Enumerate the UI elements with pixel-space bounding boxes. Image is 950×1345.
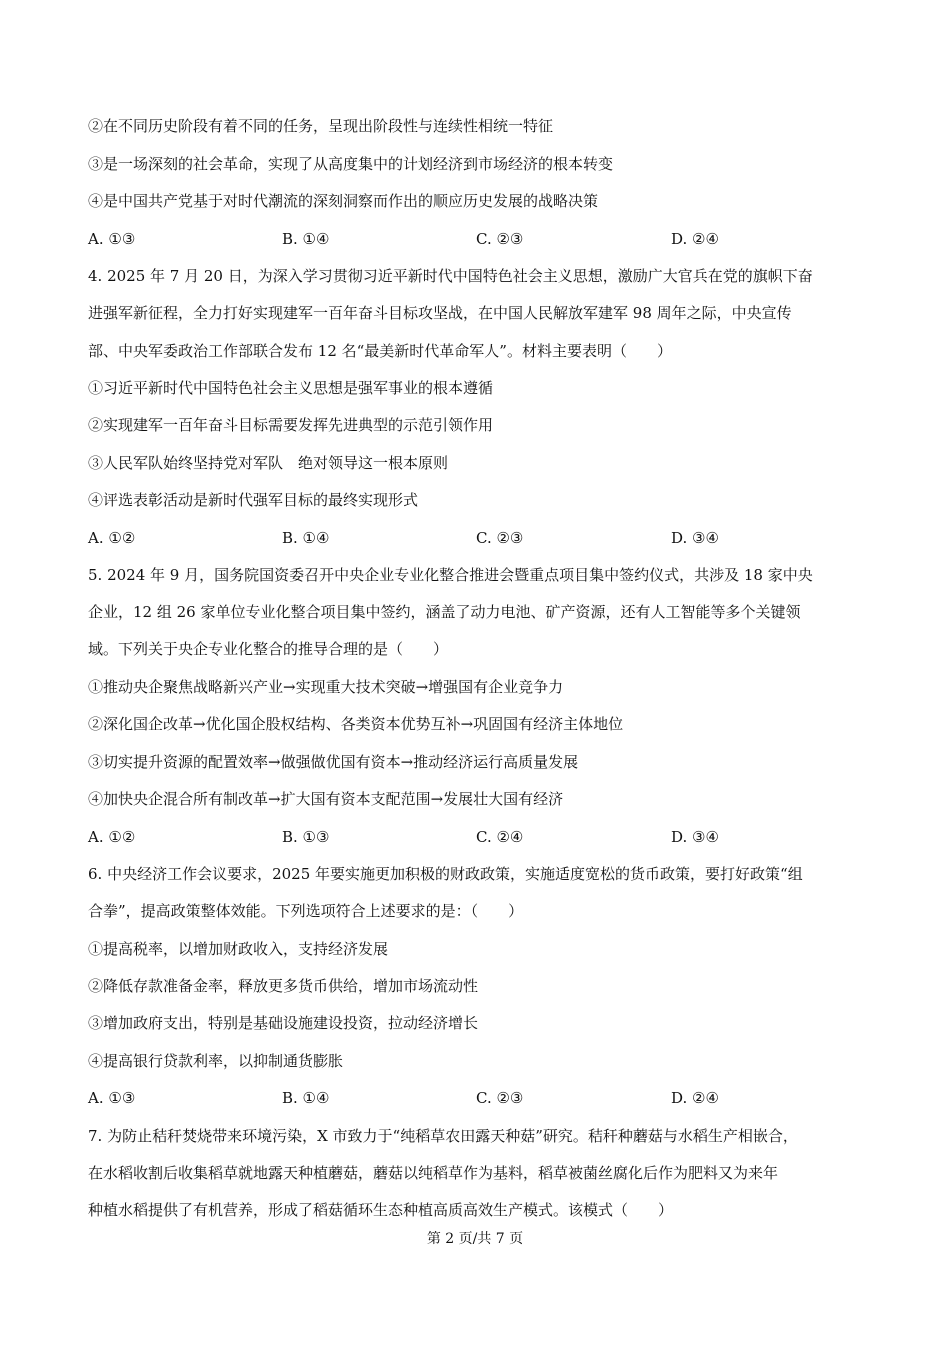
q5-option-4: ④加快央企混合所有制改革→扩大国有资本支配范围→发展壮大国有经济 — [88, 790, 564, 808]
q4-choice-c[interactable]: C. ②③ — [476, 529, 524, 547]
q4-option-4: ④评选表彰活动是新时代强军目标的最终实现形式 — [88, 491, 419, 509]
q3-choice-b[interactable]: B. ①④ — [282, 230, 330, 248]
q4-choice-a[interactable]: A. ①② — [88, 529, 136, 547]
q3-option-3: ③是一场深刻的社会革命，实现了从高度集中的计划经济到市场经济的根本转变 — [88, 155, 614, 173]
q4-choice-b[interactable]: B. ①④ — [282, 529, 330, 547]
q7-stem-line-3: 种植水稻提供了有机营养，形成了稻菇循环生态种植高质高效生产模式。该模式（ ） — [88, 1201, 674, 1219]
q5-choice-b[interactable]: B. ①③ — [282, 828, 330, 846]
q5-choice-a[interactable]: A. ①② — [88, 828, 136, 846]
q3-choice-d[interactable]: D. ②④ — [671, 230, 719, 248]
q4-option-3: ③人民军队始终坚持党对军队 绝对领导这一根本原则 — [88, 454, 449, 472]
q3-choice-c[interactable]: C. ②③ — [476, 230, 524, 248]
q5-choice-c[interactable]: C. ②④ — [476, 828, 524, 846]
q3-option-4: ④是中国共产党基于对时代潮流的深刻洞察而作出的顺应历史发展的战略决策 — [88, 192, 599, 210]
q5-option-3: ③切实提升资源的配置效率→做强做优国有资本→推动经济运行高质量发展 — [88, 753, 579, 771]
q4-answer-choices — [88, 528, 878, 548]
q6-option-3: ③增加政府支出，特别是基础设施建设投资，拉动经济增长 — [88, 1014, 479, 1032]
q6-stem-line-2: 合拳”，提高政策整体效能。下列选项符合上述要求的是：（ ） — [88, 902, 524, 920]
q6-choice-d[interactable]: D. ②④ — [671, 1089, 719, 1107]
q4-stem-line-2: 进强军新征程，全力打好实现建军一百年奋斗目标攻坚战，在中国人民解放军建军 98 周年之际，中央宣传 — [88, 304, 792, 322]
q5-option-1: ①推动央企聚焦战略新兴产业→实现重大技术突破→增强国有企业竞争力 — [88, 678, 564, 696]
q4-option-2: ②实现建军一百年奋斗目标需要发挥先进典型的示范引领作用 — [88, 416, 494, 434]
q6-choice-b[interactable]: B. ①④ — [282, 1089, 330, 1107]
q6-choice-c[interactable]: C. ②③ — [476, 1089, 524, 1107]
q5-option-2: ②深化国企改革→优化国企股权结构、各类资本优势互补→巩固国有经济主体地位 — [88, 715, 624, 733]
q5-stem-line-2: 企业，12 组 26 家单位专业化整合项目集中签约，涵盖了动力电池、矿产资源，还有人工智能等多个关键领 — [88, 603, 801, 621]
q5-stem-line-1: 5. 2024 年 9 月，国务院国资委召开中央企业专业化整合推进会暨重点项目集中签约仪式，共涉及 18 家中央 — [88, 566, 813, 584]
q3-option-2: ②在不同历史阶段有着不同的任务，呈现出阶段性与连续性相统一特征 — [88, 117, 554, 135]
q7-stem-line-1: 7. 为防止秸秆焚烧带来环境污染，X 市致力于“纯稻草农田露天种菇”研究。秸秆种蘑菇与水稻生产相嵌合， — [88, 1127, 798, 1145]
q4-option-1: ①习近平新时代中国特色社会主义思想是强军事业的根本遵循 — [88, 379, 494, 397]
page-number-footer: 第 2 页/共 7 页 — [426, 1231, 524, 1247]
q4-stem-line-1: 4. 2025 年 7 月 20 日，为深入学习贯彻习近平新时代中国特色社会主义思想，激励广大官兵在党的旗帜下奋 — [88, 267, 813, 285]
q6-answer-choices — [88, 1088, 878, 1108]
q6-option-2: ②降低存款准备金率，释放更多货币供给，增加市场流动性 — [88, 977, 479, 995]
q6-option-4: ④提高银行贷款利率，以抑制通货膨胀 — [88, 1052, 344, 1070]
q5-choice-d[interactable]: D. ③④ — [671, 828, 719, 846]
q4-choice-d[interactable]: D. ③④ — [671, 529, 719, 547]
q4-stem-line-3: 部、中央军委政治工作部联合发布 12 名“最美新时代革命军人”。材料主要表明（ ） — [88, 342, 672, 360]
q3-answer-choices — [88, 229, 878, 249]
q6-stem-line-1: 6. 中央经济工作会议要求，2025 年要实施更加积极的财政政策，实施适度宽松的货币政策，要打好政策“组 — [88, 865, 803, 883]
q6-option-1: ①提高税率，以增加财政收入，支持经济发展 — [88, 940, 389, 958]
q6-choice-a[interactable]: A. ①③ — [88, 1089, 136, 1107]
q5-answer-choices — [88, 827, 878, 847]
q3-choice-a[interactable]: A. ①③ — [88, 230, 136, 248]
q5-stem-line-3: 域。下列关于央企专业化整合的推导合理的是（ ） — [88, 640, 449, 658]
q7-stem-line-2: 在水稻收割后收集稻草就地露天种植蘑菇，蘑菇以纯稻草作为基料，稻草被菌丝腐化后作为肥料又为来年 — [88, 1164, 779, 1182]
